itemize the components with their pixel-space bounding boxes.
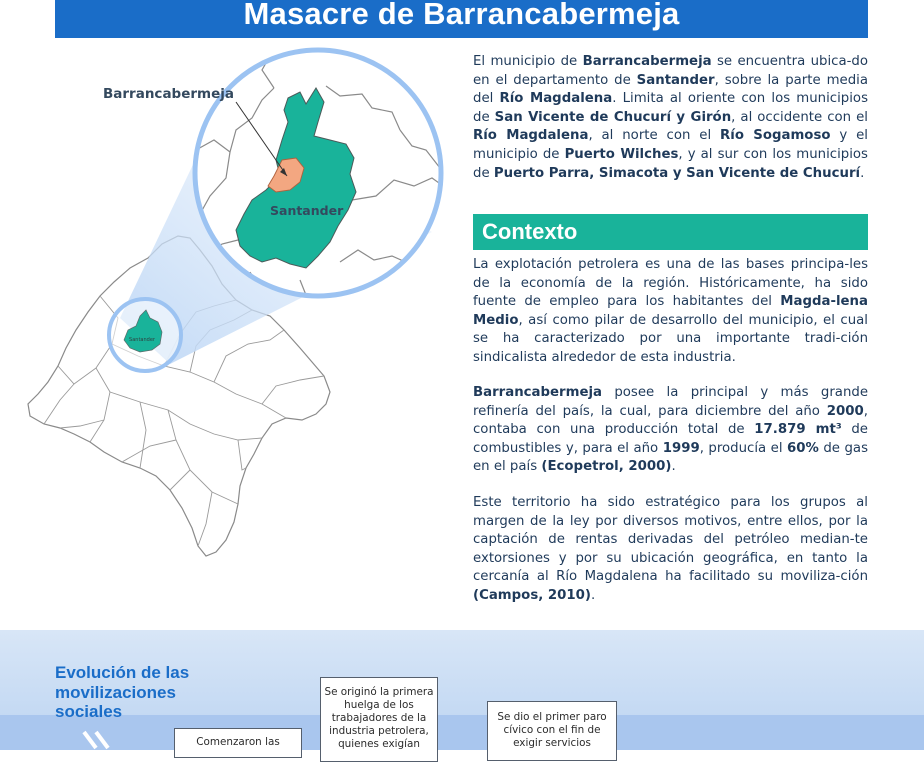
- context-paragraph-2: Barrancabermeja posee la principal y más grande refinería del país, la cual, para diciembre del año 2000, contaba con una producción total de 17.879 mt³ de combustibles y, para el año 1999, producía el 60% de gas en el país (Ecopetrol, 2000).: [473, 385, 868, 475]
- context-heading-text: Contexto: [482, 219, 578, 244]
- chevron-right-icon: [82, 730, 122, 750]
- context-paragraph-3: Este territorio ha sido estratégico para los grupos al margen de la ley por diversos motivos, entre ellos, por la captación de rentas derivadas del petróleo median-te extorsiones y por su ubicación geográfica, en tanto la cercanía al Río Magdalena ha facilitado su moviliza-ción (Campos, 2010).: [473, 495, 868, 603]
- context-heading: [473, 214, 868, 250]
- evolution-title: Evolución de las movilizaciones sociales: [55, 663, 190, 721]
- santander-label: Santander: [270, 203, 344, 218]
- timeline-box-1: Comenzaron las: [174, 728, 302, 758]
- page-title: Masacre de Barrancabermeja: [243, 0, 680, 31]
- title-bar: [55, 0, 868, 38]
- colombia-map-svg: [0, 40, 470, 620]
- map-illustration: [0, 40, 470, 620]
- intro-paragraph: El municipio de Barrancabermeja se encuentra ubica-do en el departamento de Santander, sobre la parte media del Río Magdalena. Limita al oriente con los municipios de San Vicente de Chucurí y Girón, al occidente con el Río Magdalena, al norte con el Río Sogamoso y el municipio de Puerto Wilches, y al sur con los municipios de Puerto Parra, Simacota y San Vicente de Chucurí.: [473, 54, 868, 181]
- timeline-box-3: Se dio el primer paro cívico con el fin de exigir servicios: [487, 701, 617, 761]
- timeline-box-2: Se originó la primera huelga de los trabajadores de la industria petrolera, quienes exigían: [320, 677, 438, 762]
- mini-santander-label: Santander: [129, 337, 155, 343]
- callout-label: Barrancabermeja: [103, 86, 234, 102]
- context-paragraph-1: La explotación petrolera es una de las bases principa-les de la economía de la región. Históricamente, ha sido fuente de empleo para los habitantes del Magda-lena Medio, así como pilar de desarrollo del municipio, el cual se ha caracterizado por una importante tradi-ción sindicalista alrededor de esta industria.: [473, 257, 868, 365]
